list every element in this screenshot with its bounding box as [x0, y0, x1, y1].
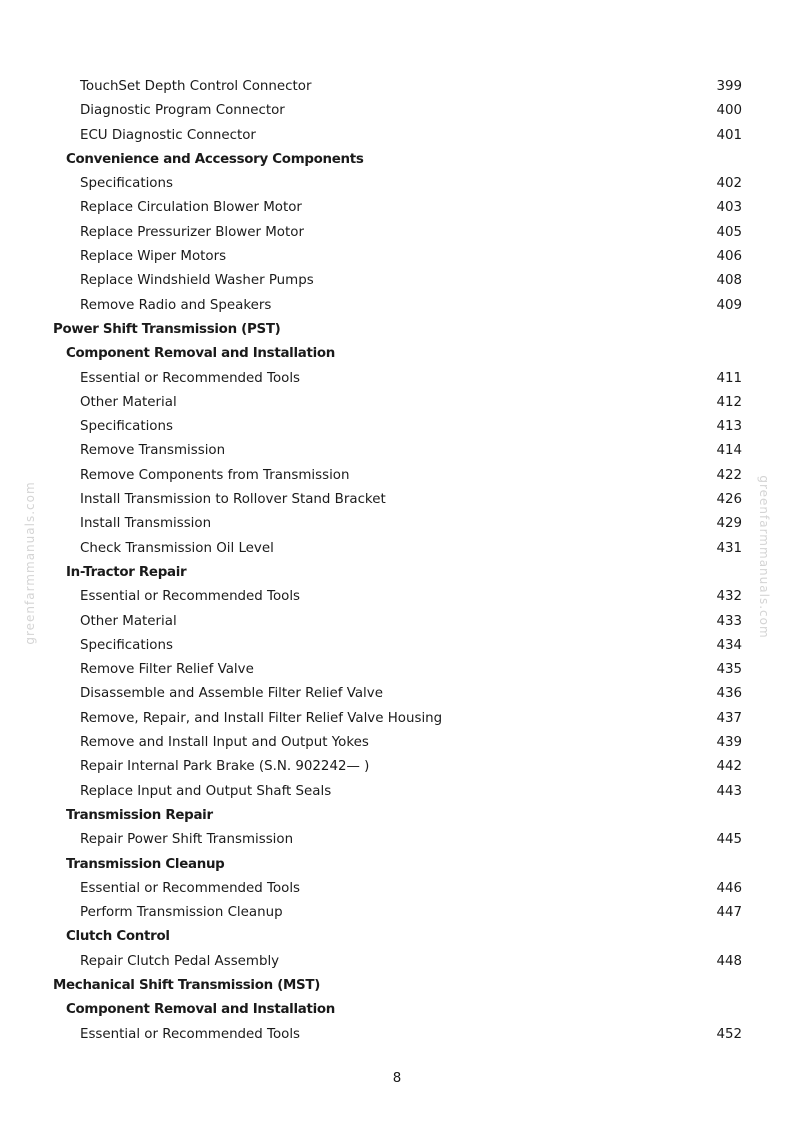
toc-heading[interactable]	[0, 148, 794, 172]
toc-entry-title: Repair Clutch Pedal Assembly	[80, 953, 280, 969]
toc-entry-title: Convenience and Accessory Components	[66, 151, 364, 167]
toc-entry-page: 432	[716, 589, 742, 605]
toc-entry[interactable]	[0, 99, 794, 123]
toc-entry-title: In-Tractor Repair	[66, 564, 187, 580]
toc-entry[interactable]	[0, 488, 794, 512]
toc-entry-page: 399	[716, 79, 742, 94]
toc-entry-title: TouchSet Depth Control Connector	[80, 79, 312, 94]
toc-entry-page: 435	[716, 662, 742, 678]
toc-entry[interactable]	[0, 221, 794, 245]
toc-entry-title: Remove, Repair, and Install Filter Relief Valve Housing	[80, 710, 443, 726]
toc-entry[interactable]	[0, 172, 794, 196]
toc-entry[interactable]	[0, 658, 794, 682]
toc-entry[interactable]	[0, 731, 794, 755]
toc-entry[interactable]	[0, 585, 794, 609]
toc-entry-page: 412	[716, 394, 742, 410]
toc-heading[interactable]	[0, 853, 794, 877]
toc-entry-title: Replace Input and Output Shaft Seals	[80, 783, 332, 799]
toc-heading[interactable]	[0, 804, 794, 828]
toc-entry[interactable]	[0, 901, 794, 925]
toc-entry[interactable]	[0, 828, 794, 852]
toc-entry-title: Remove Transmission	[80, 443, 226, 459]
toc-entry-page: 414	[716, 443, 742, 459]
toc-entry-page: 426	[716, 492, 742, 508]
toc-entry-title: Transmission Repair	[66, 807, 213, 823]
toc-entry-title: Install Transmission	[80, 516, 212, 532]
toc-entry-title: Specifications	[80, 419, 173, 435]
toc-entry-title: Install Transmission to Rollover Stand Bracket	[80, 492, 386, 508]
toc-entry-title: Remove Components from Transmission	[80, 467, 350, 483]
toc-entry-page: 400	[716, 103, 742, 119]
toc-entry-title: Diagnostic Program Connector	[80, 103, 285, 119]
toc-entry-page: 439	[716, 735, 742, 751]
toc-entry-page: 436	[716, 686, 742, 702]
toc-entry-title: Remove Filter Relief Valve	[80, 662, 254, 678]
toc-entry-title: Replace Wiper Motors	[80, 249, 227, 265]
toc-entry-page: 408	[716, 273, 742, 289]
toc-entry-title: Essential or Recommended Tools	[80, 1026, 301, 1042]
toc-entry[interactable]	[0, 755, 794, 779]
toc-entry-title: Power Shift Transmission (PST)	[53, 321, 281, 337]
toc-entry-title: Repair Internal Park Brake (S.N. 902242— )	[80, 759, 370, 775]
toc-entry-title: Perform Transmission Cleanup	[80, 905, 283, 921]
toc-entry-page: 437	[716, 710, 742, 726]
toc-entry-title: Disassemble and Assemble Filter Relief Valve	[80, 686, 383, 702]
toc-entry[interactable]	[0, 610, 794, 634]
toc-entry[interactable]	[0, 415, 794, 439]
toc-entry[interactable]	[0, 634, 794, 658]
toc-entry[interactable]	[0, 367, 794, 391]
toc-entry[interactable]	[0, 780, 794, 804]
toc-entry-title: Other Material	[80, 394, 177, 410]
toc-entry-title: Replace Pressurizer Blower Motor	[80, 224, 304, 240]
toc-entry-page: 448	[716, 953, 742, 969]
toc-entry[interactable]	[0, 124, 794, 148]
toc-entry-title: ECU Diagnostic Connector	[80, 127, 256, 143]
toc-entry-title: Essential or Recommended Tools	[80, 589, 301, 605]
toc-entry-title: Remove and Install Input and Output Yokes	[80, 735, 369, 751]
toc-entry[interactable]	[0, 877, 794, 901]
toc-entry-page: 411	[716, 370, 742, 386]
toc-entry[interactable]	[0, 75, 794, 99]
toc-entry-title: Check Transmission Oil Level	[80, 540, 274, 556]
toc-entry-page: 401	[716, 127, 742, 143]
toc-entry-title: Clutch Control	[66, 929, 170, 945]
page-number: 8	[392, 1071, 402, 1086]
toc-entry-title: Other Material	[80, 613, 177, 629]
toc-heading[interactable]	[0, 998, 794, 1022]
toc-entry-title: Remove Radio and Speakers	[80, 297, 272, 313]
toc-entry[interactable]	[0, 1023, 794, 1047]
toc-entry-page: 431	[716, 540, 742, 556]
toc-entry-page: 422	[716, 467, 742, 483]
toc-entry[interactable]	[0, 537, 794, 561]
toc-entry-page: 433	[716, 613, 742, 629]
toc-entry[interactable]	[0, 391, 794, 415]
toc-entry-page: 403	[716, 200, 742, 216]
toc-entry-page: 447	[716, 905, 742, 921]
toc-entry-page: 409	[716, 297, 742, 313]
toc-entry-title: Repair Power Shift Transmission	[80, 832, 294, 848]
toc-entry-title: Component Removal and Installation	[66, 1002, 336, 1018]
toc-entry-page: 452	[716, 1026, 742, 1042]
toc-entry[interactable]	[0, 682, 794, 706]
toc-heading[interactable]	[0, 318, 794, 342]
toc-entry-title: Essential or Recommended Tools	[80, 880, 301, 896]
toc-entry[interactable]	[0, 269, 794, 293]
toc-entry[interactable]	[0, 707, 794, 731]
toc-entry-title: Essential or Recommended Tools	[80, 370, 301, 386]
toc-entry[interactable]	[0, 950, 794, 974]
toc-entry-title: Component Removal and Installation	[66, 346, 336, 362]
toc-entry-page: 445	[716, 832, 742, 848]
toc-entry-title: Specifications	[80, 637, 173, 653]
toc-entry-page: 406	[716, 249, 742, 265]
toc-entry-title: Replace Windshield Washer Pumps	[80, 273, 314, 289]
toc-entry[interactable]	[0, 294, 794, 318]
toc-entry-title: Mechanical Shift Transmission (MST)	[53, 977, 321, 993]
toc-entry-page: 429	[716, 516, 742, 532]
toc-entry-title: Transmission Cleanup	[66, 856, 225, 872]
toc-entry[interactable]	[0, 439, 794, 463]
toc-entry-page: 405	[716, 224, 742, 240]
toc-entry[interactable]	[0, 245, 794, 269]
toc-entry-page: 402	[716, 176, 742, 192]
toc-entry-title: Replace Circulation Blower Motor	[80, 200, 302, 216]
toc-heading[interactable]	[0, 974, 794, 998]
toc-entry-page: 446	[716, 880, 742, 896]
table-of-contents	[0, 75, 794, 1047]
toc-entry-page: 434	[716, 637, 742, 653]
toc-entry[interactable]	[0, 512, 794, 536]
toc-entry[interactable]	[0, 464, 794, 488]
toc-entry[interactable]	[0, 196, 794, 220]
toc-entry-page: 413	[716, 419, 742, 435]
toc-heading[interactable]	[0, 561, 794, 585]
watermark-left: greenfarmmanuals.com	[23, 481, 37, 645]
toc-heading[interactable]	[0, 342, 794, 366]
toc-entry-title: Specifications	[80, 176, 173, 192]
toc-entry-page: 443	[716, 783, 742, 799]
toc-entry-page: 442	[716, 759, 742, 775]
watermark-right: greenfarmmanuals.com	[757, 475, 771, 639]
toc-heading[interactable]	[0, 925, 794, 949]
